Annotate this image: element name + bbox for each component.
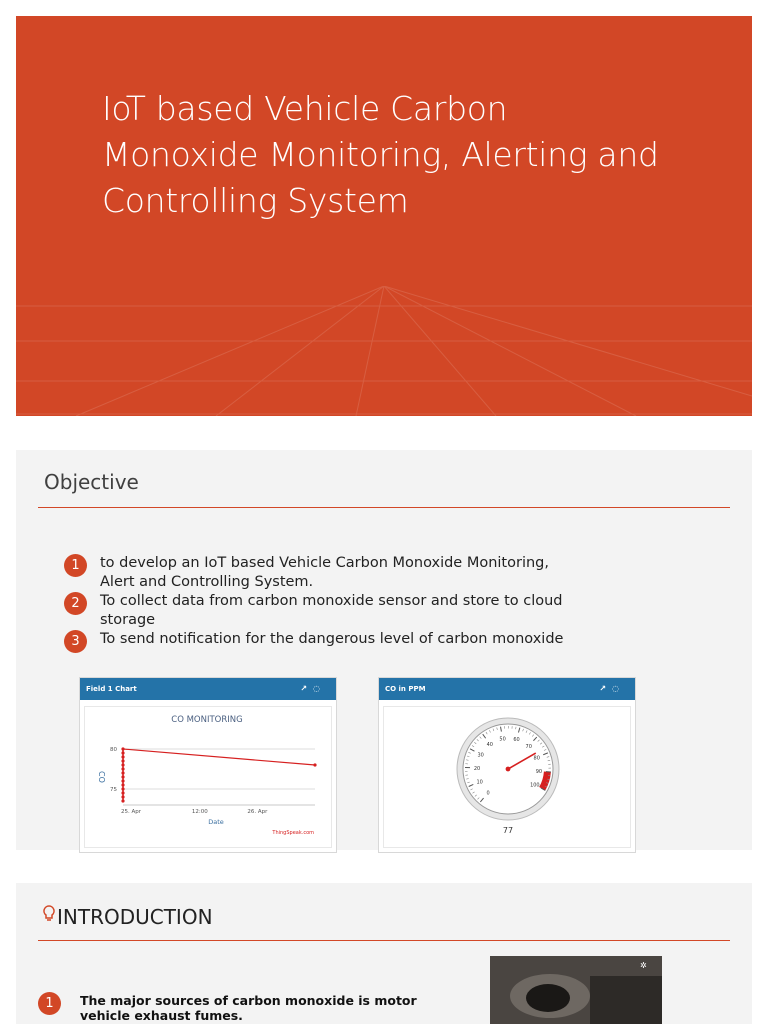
data-point xyxy=(121,767,124,770)
bullet-number: 1 xyxy=(64,554,87,577)
co-line-chart xyxy=(85,707,333,849)
introduction-slide xyxy=(16,883,752,1024)
external-link-icon[interactable]: ↗ xyxy=(300,684,314,693)
data-point xyxy=(121,763,124,766)
objective-item xyxy=(62,592,582,630)
data-point xyxy=(121,791,124,794)
gauge-tick-label: 90 xyxy=(535,769,543,776)
chart-title: CO MONITORING xyxy=(171,715,243,725)
field-chart-panel xyxy=(79,677,337,853)
introduction-heading xyxy=(43,905,213,929)
panel-body xyxy=(84,706,332,848)
svg-text:✲: ✲ xyxy=(640,961,647,970)
gauge-tick-label: 30 xyxy=(477,752,484,759)
objective-list xyxy=(62,554,582,649)
perspective-grid-decoration xyxy=(16,286,752,416)
title-slide xyxy=(16,16,752,416)
panel-title: CO in PPM xyxy=(385,685,426,693)
objective-text: To collect data from carbon monoxide sensor and store to cloud storage xyxy=(100,593,563,628)
data-point xyxy=(121,771,124,774)
objective-item xyxy=(62,630,582,649)
objective-heading: Objective xyxy=(44,470,139,494)
objective-item xyxy=(62,554,582,592)
gauge-tick-label: 0 xyxy=(486,790,490,797)
comment-icon[interactable]: ◌ xyxy=(313,684,326,693)
presentation-title: IoT based Vehicle Carbon Monoxide Monitoring, Alerting and Controlling System xyxy=(102,89,659,220)
x-tick-label: 26. Apr xyxy=(247,809,268,815)
heading-divider xyxy=(38,940,730,941)
objective-text: to develop an IoT based Vehicle Carbon Monoxide Monitoring, Alert and Controlling System. xyxy=(100,555,549,590)
data-point xyxy=(121,751,124,754)
x-tick-label: 12:00 xyxy=(191,809,208,815)
thingspeak-credit: ThingSpeak.com xyxy=(272,830,314,836)
bullet-number: 1 xyxy=(38,992,61,1015)
co-gauge-panel xyxy=(378,677,636,853)
data-point xyxy=(121,783,124,786)
bullet-number: 2 xyxy=(64,592,87,615)
gauge-tick-label: 80 xyxy=(533,755,540,762)
objective-slide xyxy=(16,450,752,850)
data-point xyxy=(121,787,124,790)
data-point xyxy=(121,755,124,758)
panel-title: Field 1 Chart xyxy=(86,685,137,693)
data-point xyxy=(313,763,316,766)
data-point xyxy=(121,795,124,798)
comment-icon[interactable]: ◌ xyxy=(612,684,625,693)
data-point xyxy=(121,747,124,750)
lightbulb-icon xyxy=(43,905,55,927)
data-point xyxy=(121,779,124,782)
heading-text: INTRODUCTION xyxy=(57,905,213,929)
objective-text: To send notification for the dangerous level of carbon monoxide xyxy=(100,631,564,647)
data-point xyxy=(121,799,124,802)
gauge-tick-label: 100 xyxy=(530,782,540,789)
panel-body xyxy=(383,706,631,848)
introduction-item xyxy=(38,993,458,1023)
panel-header xyxy=(379,678,635,700)
co-gauge-chart xyxy=(384,707,632,849)
gauge-tick-label: 10 xyxy=(476,779,483,786)
y-tick-label: 80 xyxy=(110,747,117,753)
gauge-tick-label: 20 xyxy=(473,765,481,772)
x-axis-label: Date xyxy=(208,818,224,826)
gauge-tick-label: 40 xyxy=(486,741,493,748)
introduction-text: The major sources of carbon monoxide is motor vehicle exhaust fumes. xyxy=(80,993,417,1023)
series-line xyxy=(123,749,315,765)
exhaust-pipe-photo xyxy=(490,956,662,1024)
gauge-tick-label: 60 xyxy=(513,737,520,744)
y-axis-label: CO xyxy=(97,771,106,783)
heading-divider xyxy=(38,507,730,508)
external-link-icon[interactable]: ↗ xyxy=(599,684,613,693)
y-tick-label: 75 xyxy=(110,787,117,793)
gauge-tick-label: 70 xyxy=(525,743,532,750)
gauge-tick-label: 50 xyxy=(499,736,506,743)
data-point xyxy=(121,759,124,762)
data-point xyxy=(121,775,124,778)
x-tick-label: 25. Apr xyxy=(120,809,142,815)
gauge-value-label: 77 xyxy=(502,826,514,835)
bullet-number: 3 xyxy=(64,630,87,653)
panel-header xyxy=(80,678,336,700)
gauge-needle-hub xyxy=(506,767,511,772)
